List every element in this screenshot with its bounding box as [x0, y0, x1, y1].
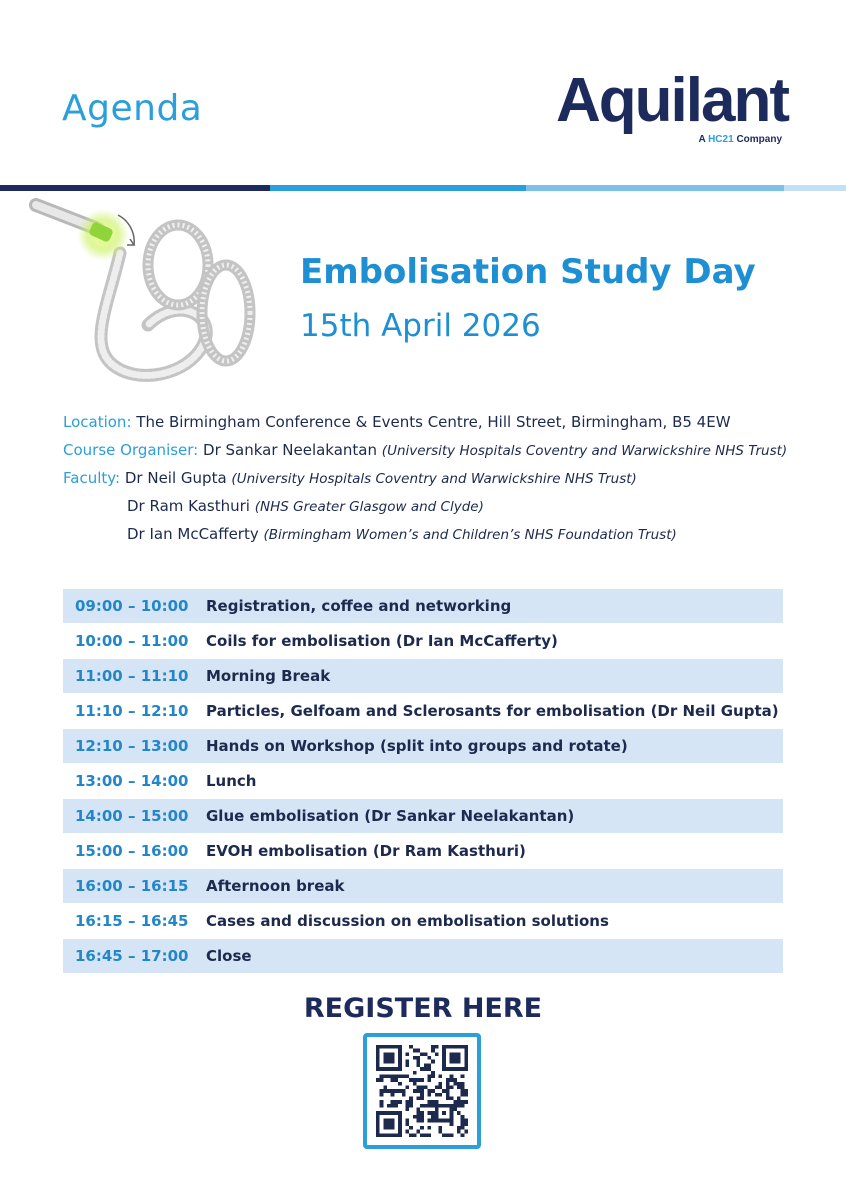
faculty-name: Dr Ian McCafferty	[127, 525, 259, 543]
schedule-row	[63, 624, 783, 659]
register-qr-link[interactable]	[363, 1033, 481, 1149]
logo-tagline-prefix: A	[698, 134, 706, 145]
embolisation-coil-illustration	[28, 195, 268, 395]
aquilant-logo	[526, 66, 788, 145]
location-label: Location:	[63, 413, 132, 431]
schedule-time: 15:00 – 16:00	[75, 842, 189, 860]
schedule-session: Lunch	[206, 772, 257, 790]
schedule-time: 13:00 – 14:00	[75, 772, 189, 790]
schedule-session: Morning Break	[206, 667, 331, 685]
schedule-session: Close	[206, 947, 252, 965]
schedule-session: Glue embolisation (Dr Sankar Neelakantan)	[206, 807, 575, 825]
schedule-row	[63, 589, 783, 624]
schedule-row	[63, 869, 783, 904]
schedule-time: 16:45 – 17:00	[75, 947, 189, 965]
schedule-time: 12:10 – 13:00	[75, 737, 189, 755]
schedule-session: Coils for embolisation (Dr Ian McCafferty)	[206, 632, 558, 650]
faculty-name: Dr Ram Kasthuri	[127, 497, 250, 515]
schedule-time: 09:00 – 10:00	[75, 597, 189, 615]
schedule-row	[63, 694, 783, 729]
schedule-time: 11:10 – 12:10	[75, 702, 189, 720]
schedule-row	[63, 939, 783, 974]
faculty-line	[63, 469, 637, 487]
location-value: The Birmingham Conference & Events Centre, Hill Street, Birmingham, B5 4EW	[136, 413, 731, 431]
agenda-title: Agenda	[62, 88, 203, 129]
faculty-affiliation: (NHS Greater Glasgow and Clyde)	[254, 499, 484, 515]
faculty-label: Faculty:	[63, 469, 121, 487]
schedule-session: Particles, Gelfoam and Sclerosants for embolisation (Dr Neil Gupta)	[206, 702, 779, 720]
logo-tagline-suffix: Company	[736, 134, 782, 145]
logo-tagline-brand: HC21	[708, 134, 734, 145]
header-rule-blue	[270, 185, 526, 191]
qr-code-icon[interactable]	[375, 1045, 469, 1137]
register-heading: REGISTER HERE	[303, 993, 543, 1024]
schedule-row	[63, 729, 783, 764]
schedule-row	[63, 659, 783, 694]
organiser-name: Dr Sankar Neelakantan	[203, 441, 378, 459]
event-date: 15th April 2026	[300, 308, 541, 344]
schedule-session: EVOH embolisation (Dr Ram Kasthuri)	[206, 842, 526, 860]
faculty-affiliation: (University Hospitals Coventry and Warwickshire NHS Trust)	[231, 471, 637, 487]
header-rule-light-blue	[526, 185, 784, 191]
schedule-session: Cases and discussion on embolisation solutions	[206, 912, 609, 930]
header-rule-pale-blue	[784, 185, 846, 191]
schedule-session: Hands on Workshop (split into groups and rotate)	[206, 737, 628, 755]
schedule-time: 11:00 – 11:10	[75, 667, 189, 685]
logo-wordmark: Aquilant	[556, 66, 788, 135]
faculty-line	[127, 497, 484, 515]
schedule-row	[63, 904, 783, 939]
location-line	[63, 413, 731, 431]
header-rule-navy	[0, 185, 270, 191]
schedule-time: 14:00 – 15:00	[75, 807, 189, 825]
schedule-time: 10:00 – 11:00	[75, 632, 189, 650]
organiser-line	[63, 441, 787, 459]
schedule-row	[63, 834, 783, 869]
schedule-time: 16:15 – 16:45	[75, 912, 189, 930]
logo-tagline	[526, 134, 788, 145]
faculty-name: Dr Neil Gupta	[124, 469, 227, 487]
agenda-schedule-table	[63, 589, 783, 974]
schedule-row	[63, 799, 783, 834]
schedule-session: Afternoon break	[206, 877, 345, 895]
organiser-label: Course Organiser:	[63, 441, 199, 459]
faculty-affiliation: (Birmingham Women’s and Children’s NHS Foundation Trust)	[263, 527, 677, 543]
schedule-row	[63, 764, 783, 799]
organiser-affiliation: (University Hospitals Coventry and Warwickshire NHS Trust)	[381, 443, 788, 459]
schedule-session: Registration, coffee and networking	[206, 597, 512, 615]
faculty-line	[127, 525, 677, 543]
event-title: Embolisation Study Day	[300, 252, 756, 292]
schedule-time: 16:00 – 16:15	[75, 877, 189, 895]
